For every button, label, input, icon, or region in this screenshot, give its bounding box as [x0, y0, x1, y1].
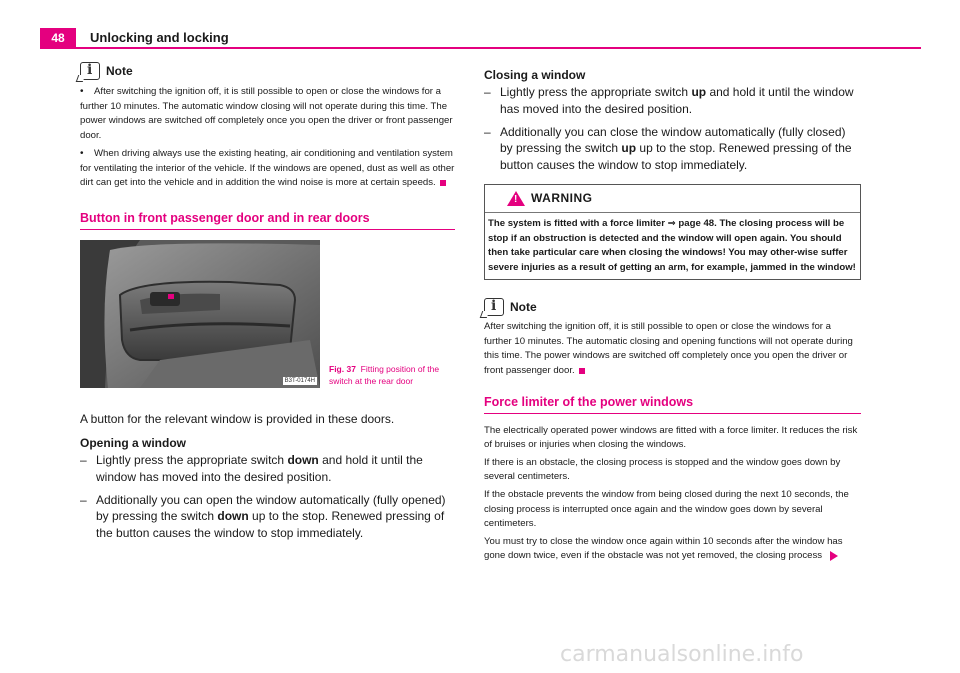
warning-box — [484, 184, 861, 280]
paragraph: If the obstacle prevents the window from being closed during the next 10 seconds, the closing process is interrupted once again and the window goes down by several centimeters. — [484, 488, 849, 530]
paragraph: The electrically operated power windows are fitted with a force limiter. It reduces the risk of bruises or injuries when closing the windows. — [484, 424, 858, 451]
section-end-icon — [440, 180, 446, 186]
note-title: Note — [510, 300, 537, 315]
warning-header — [485, 185, 860, 213]
note-bullet: • When driving always use the existing heating, air conditioning and ventilation system for ventilating the interior of the vehicle. If the windows are opened, dust as well as other dirt can get into the vehicle and in addition the wind noise is more at certain speeds. — [80, 148, 455, 189]
section-heading: Button in front passenger door and in rear doors — [80, 211, 455, 230]
step: – Lightly press the appropriate switch down and hold it until the window has moved into the desired position. — [80, 453, 423, 484]
note-title: Note — [106, 64, 133, 78]
warning-text: The system is fitted with a force limiter ⇒ page 48. The closing process will be stop if an obstruction is detected and the window will open again. You should then take particular care when closing the windows! You may other-wise suffer severe injuries as a result of getting an arm, for example, jammed in the window! — [488, 217, 856, 273]
left-column — [80, 62, 455, 548]
continue-arrow-icon — [830, 551, 838, 561]
section-end-icon — [579, 368, 585, 374]
watermark: carmanualsonline.info — [560, 642, 804, 667]
page-number-tab: 48 — [40, 28, 76, 48]
right-column — [484, 62, 861, 564]
chapter-title: Unlocking and locking — [90, 30, 229, 45]
note-icon — [80, 62, 100, 80]
door-panel-illustration — [80, 240, 320, 388]
warning-title: WARNING — [531, 191, 593, 206]
note-bullet: • After switching the ignition off, it is still possible to open or close the windows for a further 10 minutes. The automatic window closing will not operate during this time. The power windows are switched off completely once you open the driver or front passenger door. — [80, 86, 453, 141]
note-header — [484, 298, 861, 316]
note-icon — [484, 298, 504, 316]
paragraph: If there is an obstacle, the closing process is stopped and the window goes down by several centimeters. — [484, 456, 841, 483]
step: – Additionally you can close the window automatically (fully closed) by pressing the switch up up to the stop. Renewed pressing of the button causes the window to stop immediately. — [484, 124, 852, 173]
arrow-right-icon: ⇒ — [667, 217, 676, 229]
section-heading: Force limiter of the power windows — [484, 395, 861, 414]
header-rule — [40, 47, 921, 49]
closing-heading: Closing a window — [484, 68, 586, 82]
door-switch-image — [80, 240, 320, 388]
figure-caption: Fig. 37 Fitting position of the switch at the rear door — [329, 364, 440, 386]
figure-id: B3T-0174H — [284, 378, 315, 385]
figure — [80, 240, 455, 390]
warning-icon — [507, 191, 525, 206]
note-header — [80, 62, 455, 80]
step: – Lightly press the appropriate switch up and hold it until the window has moved into the desired position. — [484, 85, 854, 116]
note-text: After switching the ignition off, it is still possible to open or close the windows for a further 10 minutes. The automatic closing and opening functions will not operate during this time. The power windows are switched off completely once you open the driver or front passenger door. — [484, 321, 853, 377]
opening-heading: Opening a window — [80, 436, 186, 451]
paragraph: You must try to close the window once again within 10 seconds after the window has gone down twice, even if the obstacle was not yet removed, the closing process — [484, 535, 843, 562]
step: – Additionally you can open the window automatically (fully opened) by pressing the switch down up to the stop. Renewed pressing of the button causes the window to stop immediately. — [80, 492, 446, 541]
intro-text: A button for the relevant window is provided in these doors. — [80, 412, 395, 427]
